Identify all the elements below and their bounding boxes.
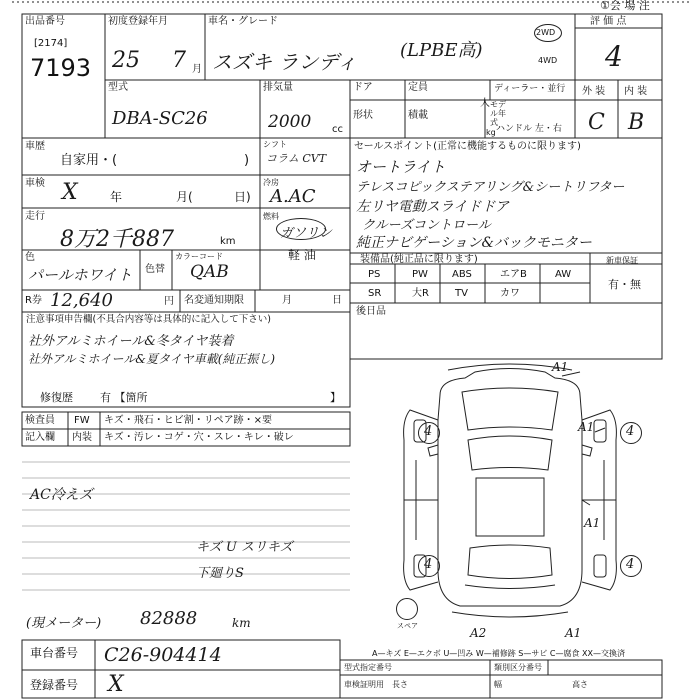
fuel-label: 燃料 [263, 212, 279, 221]
fuel-option: 軽 油 [288, 248, 316, 262]
score-label: 評 価 点 [590, 16, 627, 27]
inspection-day-unit: 日) [234, 190, 251, 204]
selling-line-5: 純正ナビゲーション&バックモニター [356, 235, 592, 251]
name-change-label: 名変通知期限 [184, 295, 244, 306]
tire-fl-depth: 4 [424, 424, 433, 439]
model-code: DBA-SC26 [112, 108, 208, 129]
selling-label: セールスポイント(正常に機能するものに限ります) [354, 141, 581, 152]
handle-label: ハンドル 左・右 [496, 124, 562, 134]
fuel-value: ガソリン [280, 226, 333, 241]
chassis-number: C26-904414 [104, 644, 222, 666]
history-value: 自家用・( [60, 153, 118, 168]
spare-label: スペア [397, 622, 418, 630]
km-unit: km [220, 236, 236, 247]
recycle-value: 12,640 [50, 290, 113, 311]
registration-number-label: 登録番号 [30, 678, 79, 692]
month-unit: 月 [192, 64, 202, 75]
fw-items: キズ・飛石・ヒビ割・リペア跡・×要 [104, 415, 272, 426]
inspection-year-unit: 年 [110, 190, 123, 204]
equip-ps: PS [368, 269, 381, 280]
equip-airbag: エアB [500, 269, 527, 280]
selling-line-1: オートライト [356, 158, 446, 176]
height-label: 高さ [572, 680, 588, 689]
name-change-month: 月 [282, 295, 292, 306]
drive-2wd: 2WD [536, 28, 556, 37]
exterior-label: 外 装 [582, 86, 606, 97]
equip-abs: ABS [452, 269, 472, 280]
interior-label: 内 装 [624, 86, 648, 97]
aircon-note: AC冷えズ [30, 487, 93, 503]
meter-value: 82888 [140, 608, 198, 629]
equip-pw: PW [412, 269, 428, 280]
length-label: 長さ [392, 680, 408, 689]
registration-number-value: X [108, 672, 124, 697]
displacement-label: 排気量 [263, 82, 293, 93]
cc-unit: cc [332, 124, 343, 135]
back-order-label: 後日品 [356, 306, 386, 317]
inspector-label: 検査員 [25, 415, 55, 426]
car-name: スズキ ランディ [212, 50, 357, 74]
aircon-value: A.AC [270, 186, 316, 207]
first-registration-label: 初度登録年月 [108, 16, 168, 27]
tire-fr-depth: 4 [626, 424, 635, 439]
selling-line-2: テレスコピックステアリング&シートリフター [356, 180, 625, 195]
color-label: 色 [25, 252, 35, 263]
selling-line-3: 左リヤ電動スライドドア [356, 199, 509, 215]
interior-items: キズ・汚レ・コゲ・穴・スレ・キレ・破レ [104, 432, 294, 443]
equip-leather: カワ [500, 288, 520, 299]
cert-label: 車検証明用 [344, 680, 384, 689]
name-change-day: 日 [332, 295, 342, 306]
equip-large-r: 大R [412, 288, 429, 299]
spare-tire-circle [396, 598, 418, 620]
equipment-label: 装備品(純正品に限ります) [360, 254, 478, 265]
damage-mark-right-upper: A1 [578, 420, 595, 434]
tire-rr-depth: 4 [626, 557, 635, 572]
meter-unit: km [232, 616, 251, 630]
tire-rl-depth: 4 [424, 557, 433, 572]
load-label: 積載 [408, 110, 428, 121]
recycle-label: R券 [25, 295, 42, 306]
repair-value: 有 【箇所 [100, 391, 148, 404]
equip-aw: AW [555, 269, 572, 280]
scratch-note: キズ U スリキズ [196, 540, 293, 555]
note-line-1: 社外アルミホイール&冬タイヤ装着 [28, 334, 234, 349]
repair-label: 修復歴 [40, 391, 73, 404]
equip-tv: TV [455, 288, 468, 299]
color-change-label: 色替 [145, 264, 165, 275]
shape-label: 形状 [353, 110, 373, 121]
history-label: 車歴 [25, 141, 45, 152]
person-unit: 人 [480, 98, 490, 109]
interior-grade: B [628, 110, 645, 135]
score-value: 4 [605, 40, 623, 73]
mileage-label: 走行 [25, 211, 45, 222]
selling-line-4: クルーズコントロール [362, 218, 491, 233]
new-car-warranty-label: 新車保証 [606, 256, 638, 265]
shift-value: コラム CVT [266, 152, 327, 165]
inspection-label: 車検 [25, 178, 45, 189]
venue-label: ①会 場 注 [600, 0, 650, 12]
color-code-label: カラーコード [175, 252, 223, 261]
chassis-label: 車台番号 [30, 646, 79, 660]
fuel-circle [276, 218, 326, 240]
kg-unit: kg [486, 128, 496, 137]
drive-4wd: 4WD [538, 56, 558, 65]
lot-code: [2174] [34, 38, 68, 49]
warranty-value: 有・無 [608, 278, 641, 291]
interior-check-label: 内装 [72, 432, 92, 443]
car-diagram [404, 364, 617, 617]
door-label: ドア [353, 82, 373, 93]
note-line-2: 社外アルミホイール&夏タイヤ車載(純正振し) [28, 352, 276, 366]
exterior-grade: C [588, 110, 605, 135]
history-close: ) [244, 153, 250, 168]
registration-month: 7 [172, 48, 186, 73]
damage-mark-right-mid: A1 [584, 516, 601, 530]
registration-year: 25 [112, 48, 140, 73]
color-value: パールホワイト [28, 266, 133, 284]
model-cert-label: 型式指定番号 [344, 663, 392, 672]
damage-mark-rear-b: A1 [565, 626, 582, 640]
yen-unit: 円 [164, 296, 174, 307]
car-name-label: 車名・グレード [208, 16, 278, 27]
damage-mark-front: A1 [552, 360, 569, 374]
shift-label: シフト [263, 140, 287, 149]
damage-mark-rear-a: A2 [470, 626, 487, 640]
color-code-value: QAB [190, 262, 229, 282]
mileage-value: 8万2千887 [60, 227, 174, 252]
underbody-note: 下廻りS [196, 566, 244, 581]
lot-number: 7193 [30, 54, 92, 82]
writer-label: 記入欄 [25, 432, 55, 443]
aircon-label: 冷房 [263, 178, 279, 187]
class-number-label: 類別区分番号 [494, 663, 542, 672]
capacity-label: 定員 [408, 82, 428, 93]
car-grade: (LPBE高) [400, 40, 483, 61]
inspection-value: X [62, 180, 78, 205]
damage-legend: A—キズ E—エクボ U—凹み W—補修跡 S—サビ C—腐食 XX—交換済 [372, 649, 626, 658]
equip-sr: SR [368, 288, 382, 299]
notes-label: 注意事項申告欄(不具合内容等は具体的に記入して下さい) [26, 314, 271, 325]
meter-label: (現メーター) [26, 616, 102, 631]
fw-label: FW [74, 415, 90, 426]
model-year-label: モデル年式 [490, 100, 506, 127]
lot-label: 出品番号 [25, 16, 65, 27]
inspection-month-unit: 月( [176, 190, 193, 204]
displacement-value: 2000 [268, 112, 312, 132]
dealer-label: ディーラー・並行 [494, 84, 566, 94]
model-label: 型式 [108, 82, 128, 93]
repair-close: 】 [330, 391, 341, 404]
width-label: 幅 [494, 680, 502, 689]
